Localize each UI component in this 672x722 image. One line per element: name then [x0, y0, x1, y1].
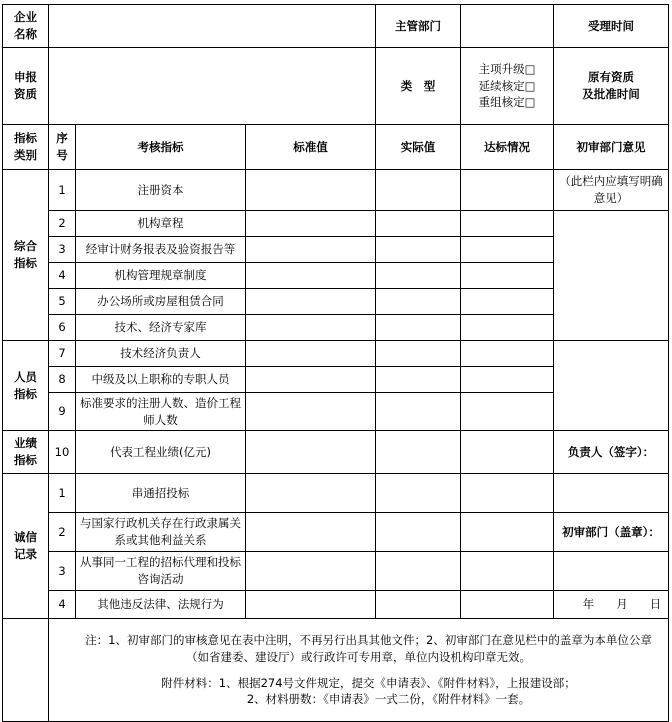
row-index: 8	[49, 367, 76, 393]
row-actual-value[interactable]	[376, 315, 461, 341]
row-status-value[interactable]	[461, 591, 554, 619]
row-index: 7	[49, 341, 76, 367]
row-opinion-value[interactable]	[554, 474, 669, 513]
row-criteria: 经审计财务报表及验资报告等	[76, 237, 246, 263]
month-label: 月	[616, 597, 628, 612]
col-header-status: 达标情况	[461, 125, 554, 170]
row-index: 10	[49, 431, 76, 474]
apply-qualification-value[interactable]	[49, 48, 376, 125]
row-criteria: 与国家行政机关存在行政隶属关系或其他利益关系	[76, 513, 246, 552]
col-header-actual: 实际值	[376, 125, 461, 170]
row-actual-value[interactable]	[376, 591, 461, 619]
row-standard-value[interactable]	[246, 263, 376, 289]
row-actual-value[interactable]	[376, 170, 461, 211]
row-standard-value[interactable]	[246, 431, 376, 474]
row-criteria: 办公场所或房屋租赁合同	[76, 289, 246, 315]
row-index: 1	[49, 170, 76, 211]
table-row	[3, 341, 669, 367]
row-actual-value[interactable]	[376, 552, 461, 591]
row-criteria: 机构章程	[76, 211, 246, 237]
section-label-performance: 业绩 指标	[3, 431, 49, 474]
row-status-value[interactable]	[461, 474, 554, 513]
row-criteria: 机构管理规章制度	[76, 263, 246, 289]
row-opinion-value[interactable]	[554, 341, 669, 431]
row-status-value[interactable]	[461, 367, 554, 393]
apply-qualification-label: 申报 资质	[3, 48, 49, 125]
row-status-value[interactable]	[461, 341, 554, 367]
row-index: 3	[49, 237, 76, 263]
row-opinion-value[interactable]	[554, 552, 669, 591]
row-index: 2	[49, 513, 76, 552]
row-index: 3	[49, 552, 76, 591]
row-actual-value[interactable]	[376, 289, 461, 315]
type-option-renewal[interactable]: 延续核定□	[478, 78, 536, 93]
row-standard-value[interactable]	[246, 170, 376, 211]
row-status-value[interactable]	[461, 263, 554, 289]
row-status-value[interactable]	[461, 211, 554, 237]
col-header-category: 指标 类别	[3, 125, 49, 170]
accept-time-label: 受理时间	[554, 5, 669, 48]
row-actual-value[interactable]	[376, 431, 461, 474]
col-header-standard: 标准值	[246, 125, 376, 170]
row-standard-value[interactable]	[246, 211, 376, 237]
row-criteria: 技术经济负责人	[76, 341, 246, 367]
row-standard-value[interactable]	[246, 513, 376, 552]
row-index: 5	[49, 289, 76, 315]
row-standard-value[interactable]	[246, 367, 376, 393]
row-status-value[interactable]	[461, 431, 554, 474]
header-row-qualification	[3, 48, 669, 125]
person-in-charge-signature[interactable]: 负责人（签字）：	[554, 431, 669, 474]
day-label: 日	[649, 597, 662, 612]
row-status-value[interactable]	[461, 289, 554, 315]
row-standard-value[interactable]	[246, 237, 376, 263]
row-actual-value[interactable]	[376, 367, 461, 393]
col-header-index: 序号	[49, 125, 76, 170]
table-row	[3, 431, 669, 474]
row-index: 4	[49, 591, 76, 619]
row-actual-value[interactable]	[376, 341, 461, 367]
col-header-opinion: 初审部门意见	[554, 125, 669, 170]
note-spacer	[51, 666, 666, 675]
row-opinion-value[interactable]	[554, 211, 669, 341]
row-criteria: 技术、经济专家库	[76, 315, 246, 341]
row-criteria: 注册资本	[76, 170, 246, 211]
row-criteria: 其他违反法律、法规行为	[76, 591, 246, 619]
row-actual-value[interactable]	[376, 263, 461, 289]
footer-empty-cell	[3, 619, 49, 722]
opinion-note: （此栏内应填写明确意见）	[554, 170, 669, 211]
company-name-value[interactable]	[49, 5, 376, 48]
footer-note	[49, 619, 669, 722]
attachment-line-1: 附件材料：1、根据274号文件规定，提交《申请表》、《附件材料》，上报建设部；	[161, 675, 576, 690]
row-standard-value[interactable]	[246, 289, 376, 315]
row-criteria: 串通招投标	[76, 474, 246, 513]
table-row	[3, 170, 669, 211]
row-index: 4	[49, 263, 76, 289]
row-status-value[interactable]	[461, 315, 554, 341]
column-header-row	[3, 125, 669, 170]
review-dept-seal[interactable]: 初审部门（盖章）：	[554, 513, 669, 552]
row-standard-value[interactable]	[246, 315, 376, 341]
footer-note-row	[3, 619, 669, 722]
row-status-value[interactable]	[461, 393, 554, 431]
header-row-company	[3, 5, 669, 48]
note-line-1: 注：1、初审部门的审核意见在表中注明，不再另行出具其他文件；2、初审部门在意见栏中的盖章为本单位公章	[85, 633, 652, 648]
row-actual-value[interactable]	[376, 237, 461, 263]
section-label-comprehensive: 综合 指标	[3, 170, 49, 341]
company-name-label: 企业 名称	[3, 5, 49, 48]
note-line-2: （如省建委、建设厅）或行政许可专用章，单位内设机构印章无效。	[186, 649, 532, 664]
row-criteria: 中级及以上职称的专职人员	[76, 367, 246, 393]
row-criteria: 代表工程业绩(亿元)	[76, 431, 246, 474]
row-status-value[interactable]	[461, 552, 554, 591]
section-label-personnel: 人员 指标	[3, 341, 49, 431]
year-label: 年	[582, 597, 595, 612]
table-row	[3, 211, 669, 237]
supervising-dept-value[interactable]	[461, 5, 554, 48]
section-label-integrity: 诚信 记录	[3, 474, 49, 619]
table-row	[3, 591, 669, 619]
row-standard-value[interactable]	[246, 474, 376, 513]
row-index: 1	[49, 474, 76, 513]
row-index: 2	[49, 211, 76, 237]
type-label: 类 型	[376, 48, 461, 125]
qualification-review-form	[2, 4, 669, 722]
row-status-value[interactable]	[461, 513, 554, 552]
date-fields[interactable]	[554, 591, 669, 619]
attachment-line-2: 2、材料册数：《申请表》一式二份，《附件材料》一套。	[246, 692, 531, 707]
row-criteria: 标准要求的注册人数、造价工程师人数	[76, 393, 246, 431]
table-row	[3, 513, 669, 552]
type-option-upgrade[interactable]: 主项升级□	[478, 61, 536, 76]
row-standard-value[interactable]	[246, 341, 376, 367]
row-index: 6	[49, 315, 76, 341]
row-standard-value[interactable]	[246, 552, 376, 591]
row-index: 9	[49, 393, 76, 431]
row-status-value[interactable]	[461, 170, 554, 211]
row-actual-value[interactable]	[376, 513, 461, 552]
row-actual-value[interactable]	[376, 393, 461, 431]
original-qualification-label: 原有资质 及批准时间	[554, 48, 669, 125]
table-row	[3, 474, 669, 513]
row-status-value[interactable]	[461, 237, 554, 263]
row-actual-value[interactable]	[376, 474, 461, 513]
row-standard-value[interactable]	[246, 393, 376, 431]
row-standard-value[interactable]	[246, 591, 376, 619]
row-actual-value[interactable]	[376, 211, 461, 237]
supervising-dept-label: 主管部门	[376, 5, 461, 48]
col-header-criteria: 考核指标	[76, 125, 246, 170]
row-criteria: 从事同一工程的招标代理和投标咨询活动	[76, 552, 246, 591]
type-options[interactable]	[461, 48, 554, 125]
type-option-reorg[interactable]: 重组核定□	[478, 95, 536, 110]
table-row	[3, 552, 669, 591]
